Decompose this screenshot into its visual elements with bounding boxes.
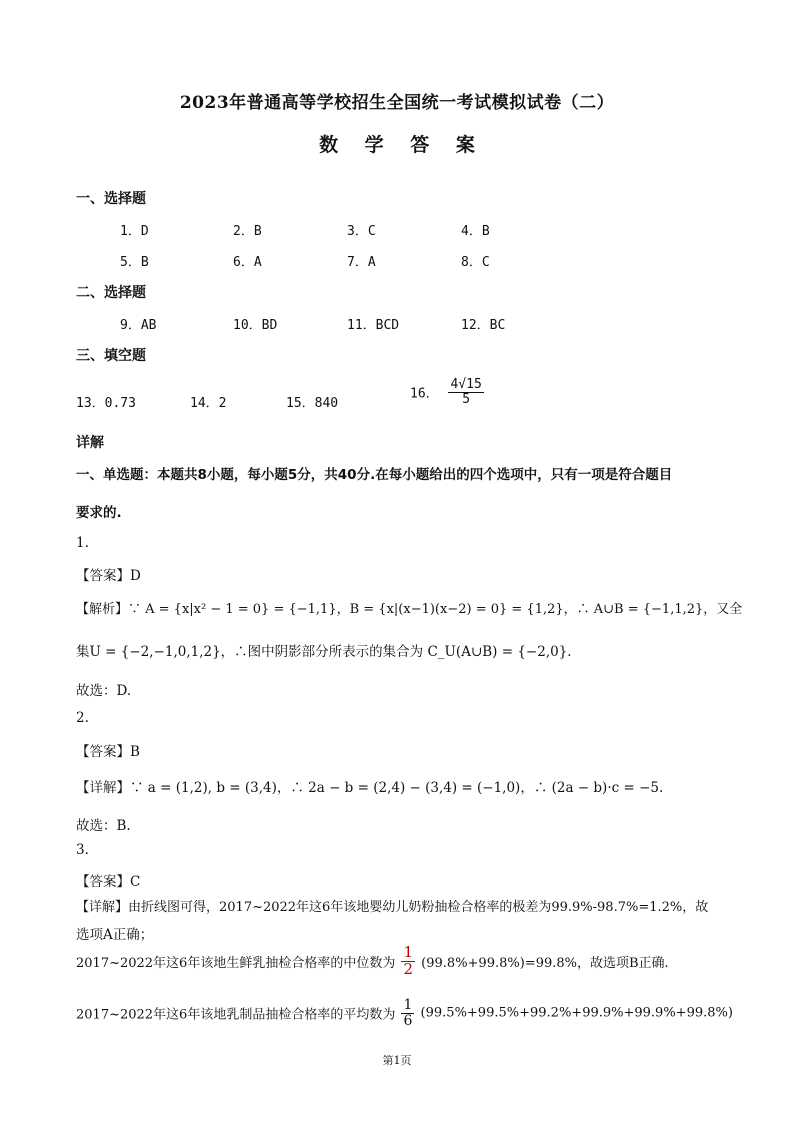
- page-subtitle: 数 学 答 案: [319, 134, 475, 156]
- answer-15: 15．840: [286, 396, 339, 411]
- fraction-denominator: 6: [403, 1012, 413, 1029]
- part1-description-line2: 要求的.: [76, 505, 122, 521]
- answer-3: 3．C: [347, 224, 376, 239]
- question-3-answer: 【答案】C: [76, 874, 141, 890]
- answer-10: 10．BD: [233, 318, 278, 333]
- question-3-detail-line2: 选项A正确；: [76, 927, 154, 943]
- question-1-choose: 故选：D.: [76, 683, 132, 699]
- answer-11: 11．BCD: [347, 318, 400, 333]
- question-2-detail-line1: 【详解】∵ a = (1,2), b = (3,4)，∴ 2a − b = (2,4) − (3,4) = (−1,0)，∴ (2a − b)·c = −5.: [76, 780, 664, 796]
- detail-heading: 详解: [76, 435, 104, 451]
- fraction-numerator: 1: [403, 943, 414, 961]
- median-expression: (99.8%+99.8%)=99.8%，故选项B正确.: [421, 955, 669, 971]
- fraction-denominator: 2: [403, 959, 414, 978]
- question-3-number: 3.: [76, 842, 89, 858]
- answer-14: 14．2: [190, 396, 227, 411]
- median-text: 2017~2022年这6年该地生鲜乳抽检合格率的中位数为: [76, 955, 396, 971]
- question-1-number: 1.: [76, 535, 89, 551]
- question-1-analysis-line2: 集U = {−2,−1,0,1,2}，∴图中阴影部分所表示的集合为 C_U(A∪B) = {−2,0}.: [76, 644, 572, 660]
- answer-5: 5．B: [120, 255, 149, 270]
- question-2-choose: 故选：B.: [76, 818, 131, 834]
- answer-2: 2．B: [233, 224, 262, 239]
- question-3-detail-line4: [76, 998, 733, 1028]
- answer-7: 7．A: [347, 255, 376, 270]
- page-footer: 第1页: [382, 1054, 412, 1067]
- question-3-detail-line1: 【详解】由折线图可得，2017~2022年这6年该地婴幼儿奶粉抽检合格率的极差为99.9%-98.7%=1.2%，故: [76, 900, 709, 915]
- section-heading-fill: 三、填空题: [76, 348, 146, 364]
- fraction-denominator: 5: [462, 391, 471, 407]
- mean-text: 2017~2022年这6年该地乳制品抽检合格率的平均数为: [76, 1007, 396, 1023]
- fraction-numerator: 1: [403, 997, 413, 1013]
- answer-9: 9．AB: [120, 318, 157, 333]
- answer-1: 1．D: [120, 224, 149, 239]
- answer-6: 6．A: [233, 255, 262, 270]
- answer-4: 4．B: [461, 224, 490, 239]
- page-title: 2023年普通高等学校招生全国统一考试模拟试卷（二）: [179, 93, 615, 113]
- part1-description-line1: 一、单选题：本题共8小题，每小题5分，共40分.在每小题给出的四个选项中，只有一项是符合题目: [76, 467, 673, 483]
- section-heading-choice-2: 二、选择题: [76, 285, 146, 301]
- answer-16-fraction: [448, 378, 483, 406]
- median-fraction: [401, 945, 415, 978]
- question-2-number: 2.: [76, 710, 89, 726]
- fraction-numerator: 4√15: [450, 377, 482, 392]
- mean-fraction: [401, 998, 414, 1028]
- question-3-detail-line3: [76, 945, 669, 978]
- question-1-analysis-line1: 【解析】∵ A = {x|x² − 1 = 0} = {−1,1}，B = {x|(x−1)(x−2) = 0} = {1,2}，∴ A∪B = {−1,1,2}，又全: [76, 602, 743, 617]
- section-heading-choice-1: 一、选择题: [76, 191, 146, 207]
- answer-16-label: 16．: [410, 386, 439, 402]
- mean-expression: (99.5%+99.5%+99.2%+99.9%+99.9%+99.8%): [420, 1005, 733, 1021]
- question-1-answer: 【答案】D: [76, 568, 141, 584]
- answer-12: 12．BC: [461, 318, 506, 333]
- answer-8: 8．C: [461, 255, 490, 270]
- answer-16: [410, 378, 486, 406]
- question-2-answer: 【答案】B: [76, 744, 140, 760]
- answer-13: 13．0.73: [76, 396, 136, 411]
